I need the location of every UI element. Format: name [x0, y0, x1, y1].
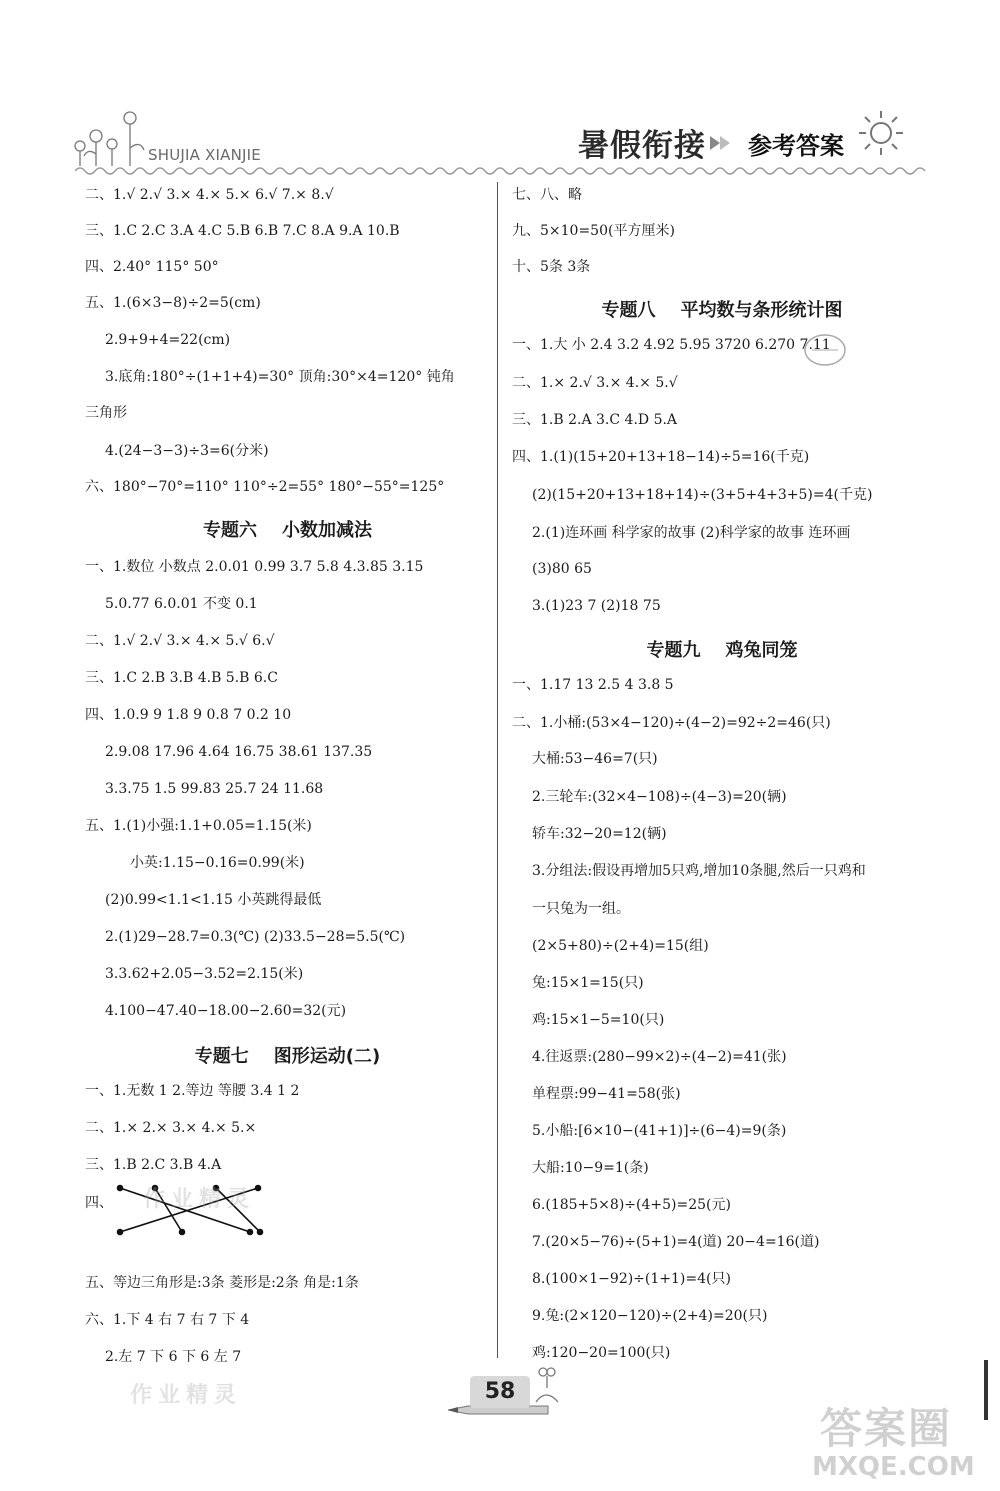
arrow-right-icon: [708, 132, 736, 154]
page-header: [0, 0, 1000, 180]
answer-line: 四、1.0.9 9 1.8 9 0.8 7 0.2 10: [85, 707, 292, 723]
answer-line: 兔:15×1=15(只): [532, 975, 644, 991]
answer-line: 三角形: [85, 405, 127, 421]
answer-line: 六、1.下 4 右 7 右 7 下 4: [85, 1312, 250, 1328]
answer-line: 六、180°−70°=110° 110°÷2=55° 180°−55°=125°: [85, 479, 445, 495]
answer-line: 五、等边三角形是:3条 菱形是:2条 角是:1条: [85, 1275, 359, 1291]
answer-line: 五、1.(1)小强:1.1+0.05=1.15(米): [85, 818, 312, 834]
answer-line: 七、八、略: [512, 187, 582, 203]
stamp-mark-icon: [800, 330, 850, 370]
answer-line: 7.(20×5−76)÷(5+1)=4(道) 20−4=16(道): [532, 1234, 820, 1250]
answer-line: 十、5条 3条: [512, 259, 591, 275]
section-heading: 专题八 平均数与条形统计图: [601, 300, 843, 321]
answer-line: 小英:1.15−0.16=0.99(米): [130, 855, 305, 871]
answer-line: 九、5×10=50(平方厘米): [512, 223, 675, 239]
answer-line: 大桶:53−46=7(只): [532, 751, 658, 767]
page-edge-mark: [984, 1360, 988, 1420]
answer-line: 2.9.08 17.96 4.64 16.75 38.61 137.35: [105, 744, 373, 760]
answer-line: 一、1.17 13 2.5 4 3.8 5: [512, 677, 674, 693]
answer-line: (2)(15+20+13+18+14)÷(3+5+4+3+5)=4(千克): [532, 487, 873, 503]
column-divider: [497, 182, 498, 1358]
answer-line: 三、1.B 2.C 3.B 4.A: [85, 1157, 222, 1173]
answer-line: 单程票:99−41=58(张): [532, 1086, 681, 1102]
answer-line: (2×5+80)÷(2+4)=15(组): [532, 938, 709, 954]
answer-line: 四、1.(1)(15+20+13+18−14)÷5=16(千克): [512, 449, 810, 465]
answer-line: 鸡:120−20=100(只): [532, 1345, 671, 1361]
answer-line: 3.底角:180°÷(1+1+4)=30° 顶角:30°×4=120° 钝角: [105, 369, 455, 385]
answer-line: 3.(1)23 7 (2)18 75: [532, 598, 661, 614]
brand-latin-title: SHUJIA XIANJIE: [148, 146, 261, 164]
watermark-text: 作业精灵: [130, 1383, 243, 1408]
answer-line: (2)0.99<1.1<1.15 小英跳得最低: [105, 892, 322, 908]
answer-line: 2.(1)29−28.7=0.3(℃) (2)33.5−28=5.5(℃): [105, 929, 406, 945]
answer-line: 三、1.B 2.A 3.C 4.D 5.A: [512, 412, 678, 428]
answers-title: 参考答案: [748, 132, 844, 160]
answer-line: 4.(24−3−3)÷3=6(分米): [105, 443, 269, 459]
answer-line: 2.左 7 下 6 下 6 左 7: [105, 1349, 242, 1365]
answer-line: 4.100−47.40−18.00−2.60=32(元): [105, 1003, 347, 1019]
answer-line: 4.往返票:(280−99×2)÷(4−2)=41(张): [532, 1049, 787, 1065]
answer-line: 2.三轮车:(32×4−108)÷(4−3)=20(辆): [532, 789, 787, 805]
answer-line: 9.兔:(2×120−120)÷(2+4)=20(只): [532, 1308, 768, 1324]
answer-line: 二、1.√ 2.√ 3.× 4.× 5.× 6.√ 7.× 8.√: [85, 187, 334, 203]
answer-line: 二、1.√ 2.√ 3.× 4.× 5.√ 6.√: [85, 633, 275, 649]
answer-line: 5.0.77 6.0.01 不变 0.1: [105, 596, 258, 612]
watermark-logo-text: 答案圈: [820, 1404, 953, 1453]
answer-line: 二、1.× 2.√ 3.× 4.× 5.√: [512, 375, 678, 391]
flower-decoration-icon: [70, 108, 150, 168]
brand-chinese-title: 暑假衔接: [578, 128, 706, 164]
answer-line: 8.(100×1−92)÷(1+1)=4(只): [532, 1271, 731, 1287]
answer-line: 3.分组法:假设再增加5只鸡,增加10条腿,然后一只鸡和: [532, 863, 866, 879]
answer-line: 二、1.× 2.× 3.× 4.× 5.×: [85, 1120, 257, 1136]
answer-line: 二、1.小桶:(53×4−120)÷(4−2)=92÷2=46(只): [512, 715, 831, 731]
sun-icon: [856, 108, 906, 158]
answer-line: 一、1.大 小 2.4 3.2 4.92 5.95 3720 6.270 7.11: [512, 337, 831, 353]
answer-line: 三、1.C 2.C 3.A 4.C 5.B 6.B 7.C 8.A 9.A 10.B: [85, 223, 400, 239]
page-number: 58: [470, 1376, 530, 1408]
watermark-text: 作业精灵: [143, 1187, 256, 1212]
answer-line: 2.(1)连环画 科学家的故事 (2)科学家的故事 连环画: [532, 525, 851, 541]
answer-line: 3.3.62+2.05−3.52=2.15(米): [105, 966, 304, 982]
section-heading: 专题九 鸡兔同笼: [646, 640, 798, 661]
answer-line: 四、: [85, 1195, 113, 1211]
answer-line: 5.小船:[6×10−(41+1)]÷(6−4)=9(条): [532, 1123, 787, 1139]
answer-line: 大船:10−9=1(条): [532, 1160, 649, 1176]
answer-line: 2.9+9+4=22(cm): [105, 332, 231, 348]
watermark-url: MXQE.COM: [812, 1452, 975, 1482]
section-heading: 专题六 小数加减法: [202, 520, 373, 541]
answer-line: 轿车:32−20=12(辆): [532, 826, 667, 842]
section-heading: 专题七 图形运动(二): [194, 1046, 381, 1067]
answer-line: 一只兔为一组。: [532, 901, 630, 917]
header-wave-border: [75, 164, 935, 178]
answer-line: 五、1.(6×3−8)÷2=5(cm): [85, 295, 261, 311]
answer-line: 四、2.40° 115° 50°: [85, 259, 219, 275]
answer-line: 三、1.C 2.B 3.B 4.B 5.B 6.C: [85, 670, 278, 686]
answer-line: 鸡:15×1−5=10(只): [532, 1012, 665, 1028]
answer-line: 3.3.75 1.5 99.83 25.7 24 11.68: [105, 781, 324, 797]
answer-line: 一、1.无数 1 2.等边 等腰 3.4 1 2: [85, 1083, 300, 1099]
answer-line: 6.(185+5×8)÷(4+5)=25(元): [532, 1197, 731, 1213]
answer-line: 一、1.数位 小数点 2.0.01 0.99 3.7 5.8 4.3.85 3.15: [85, 559, 424, 575]
answer-line: (3)80 65: [532, 561, 592, 577]
